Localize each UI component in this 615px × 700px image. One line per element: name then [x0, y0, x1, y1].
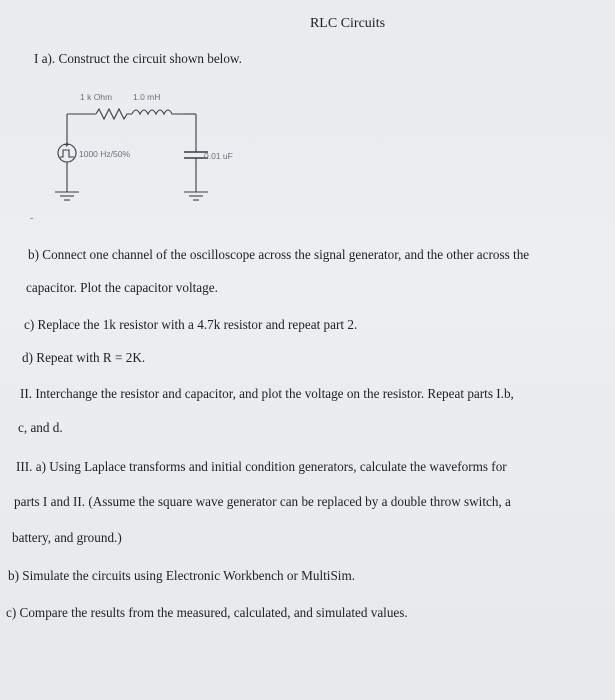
resistor-symbol	[96, 109, 132, 119]
rlc-circuit-diagram	[34, 86, 274, 216]
source-ground-icon	[55, 192, 79, 200]
part-2-line-1: II. Interchange the resistor and capacitor, and plot the voltage on the resistor. Repeat parts I.b,	[20, 386, 514, 401]
part-2-line-2: c, and d.	[18, 420, 63, 435]
resistor-label: 1 k Ohm	[80, 92, 113, 102]
part-1a-instruction: I a). Construct the circuit shown below.	[34, 51, 242, 66]
capacitor-ground-icon	[184, 192, 208, 200]
capacitor-label: 0.01 uF	[204, 151, 233, 161]
part-3a-line-3: battery, and ground.)	[12, 530, 122, 545]
part-1b-line-1: b) Connect one channel of the oscilloscope across the signal generator, and the other across the	[28, 247, 530, 262]
inductor-symbol	[132, 110, 184, 114]
part-1c: c) Replace the 1k resistor with a 4.7k resistor and repeat part 2.	[24, 317, 358, 332]
part-3a-line-2: parts I and II. (Assume the square wave generator can be replaced by a double throw switch, a	[14, 494, 511, 509]
page-title: RLC Circuits	[309, 16, 386, 31]
part-1d: d) Repeat with R = 2K.	[22, 350, 146, 365]
part-3a-line-1: III. a) Using Laplace transforms and initial condition generators, calculate the waveforms for	[16, 459, 507, 474]
part-3b: b) Simulate the circuits using Electronic Workbench or MultiSim.	[8, 568, 356, 583]
part-1b-line-2: capacitor. Plot the capacitor voltage.	[26, 280, 218, 295]
stray-mark: -	[30, 213, 34, 224]
source-label: 1000 Hz/50%	[79, 149, 131, 159]
inductor-label: 1.0 mH	[133, 92, 161, 102]
source-plus-sign: +	[64, 140, 70, 150]
part-3c: c) Compare the results from the measured, calculated, and simulated values.	[6, 605, 408, 620]
